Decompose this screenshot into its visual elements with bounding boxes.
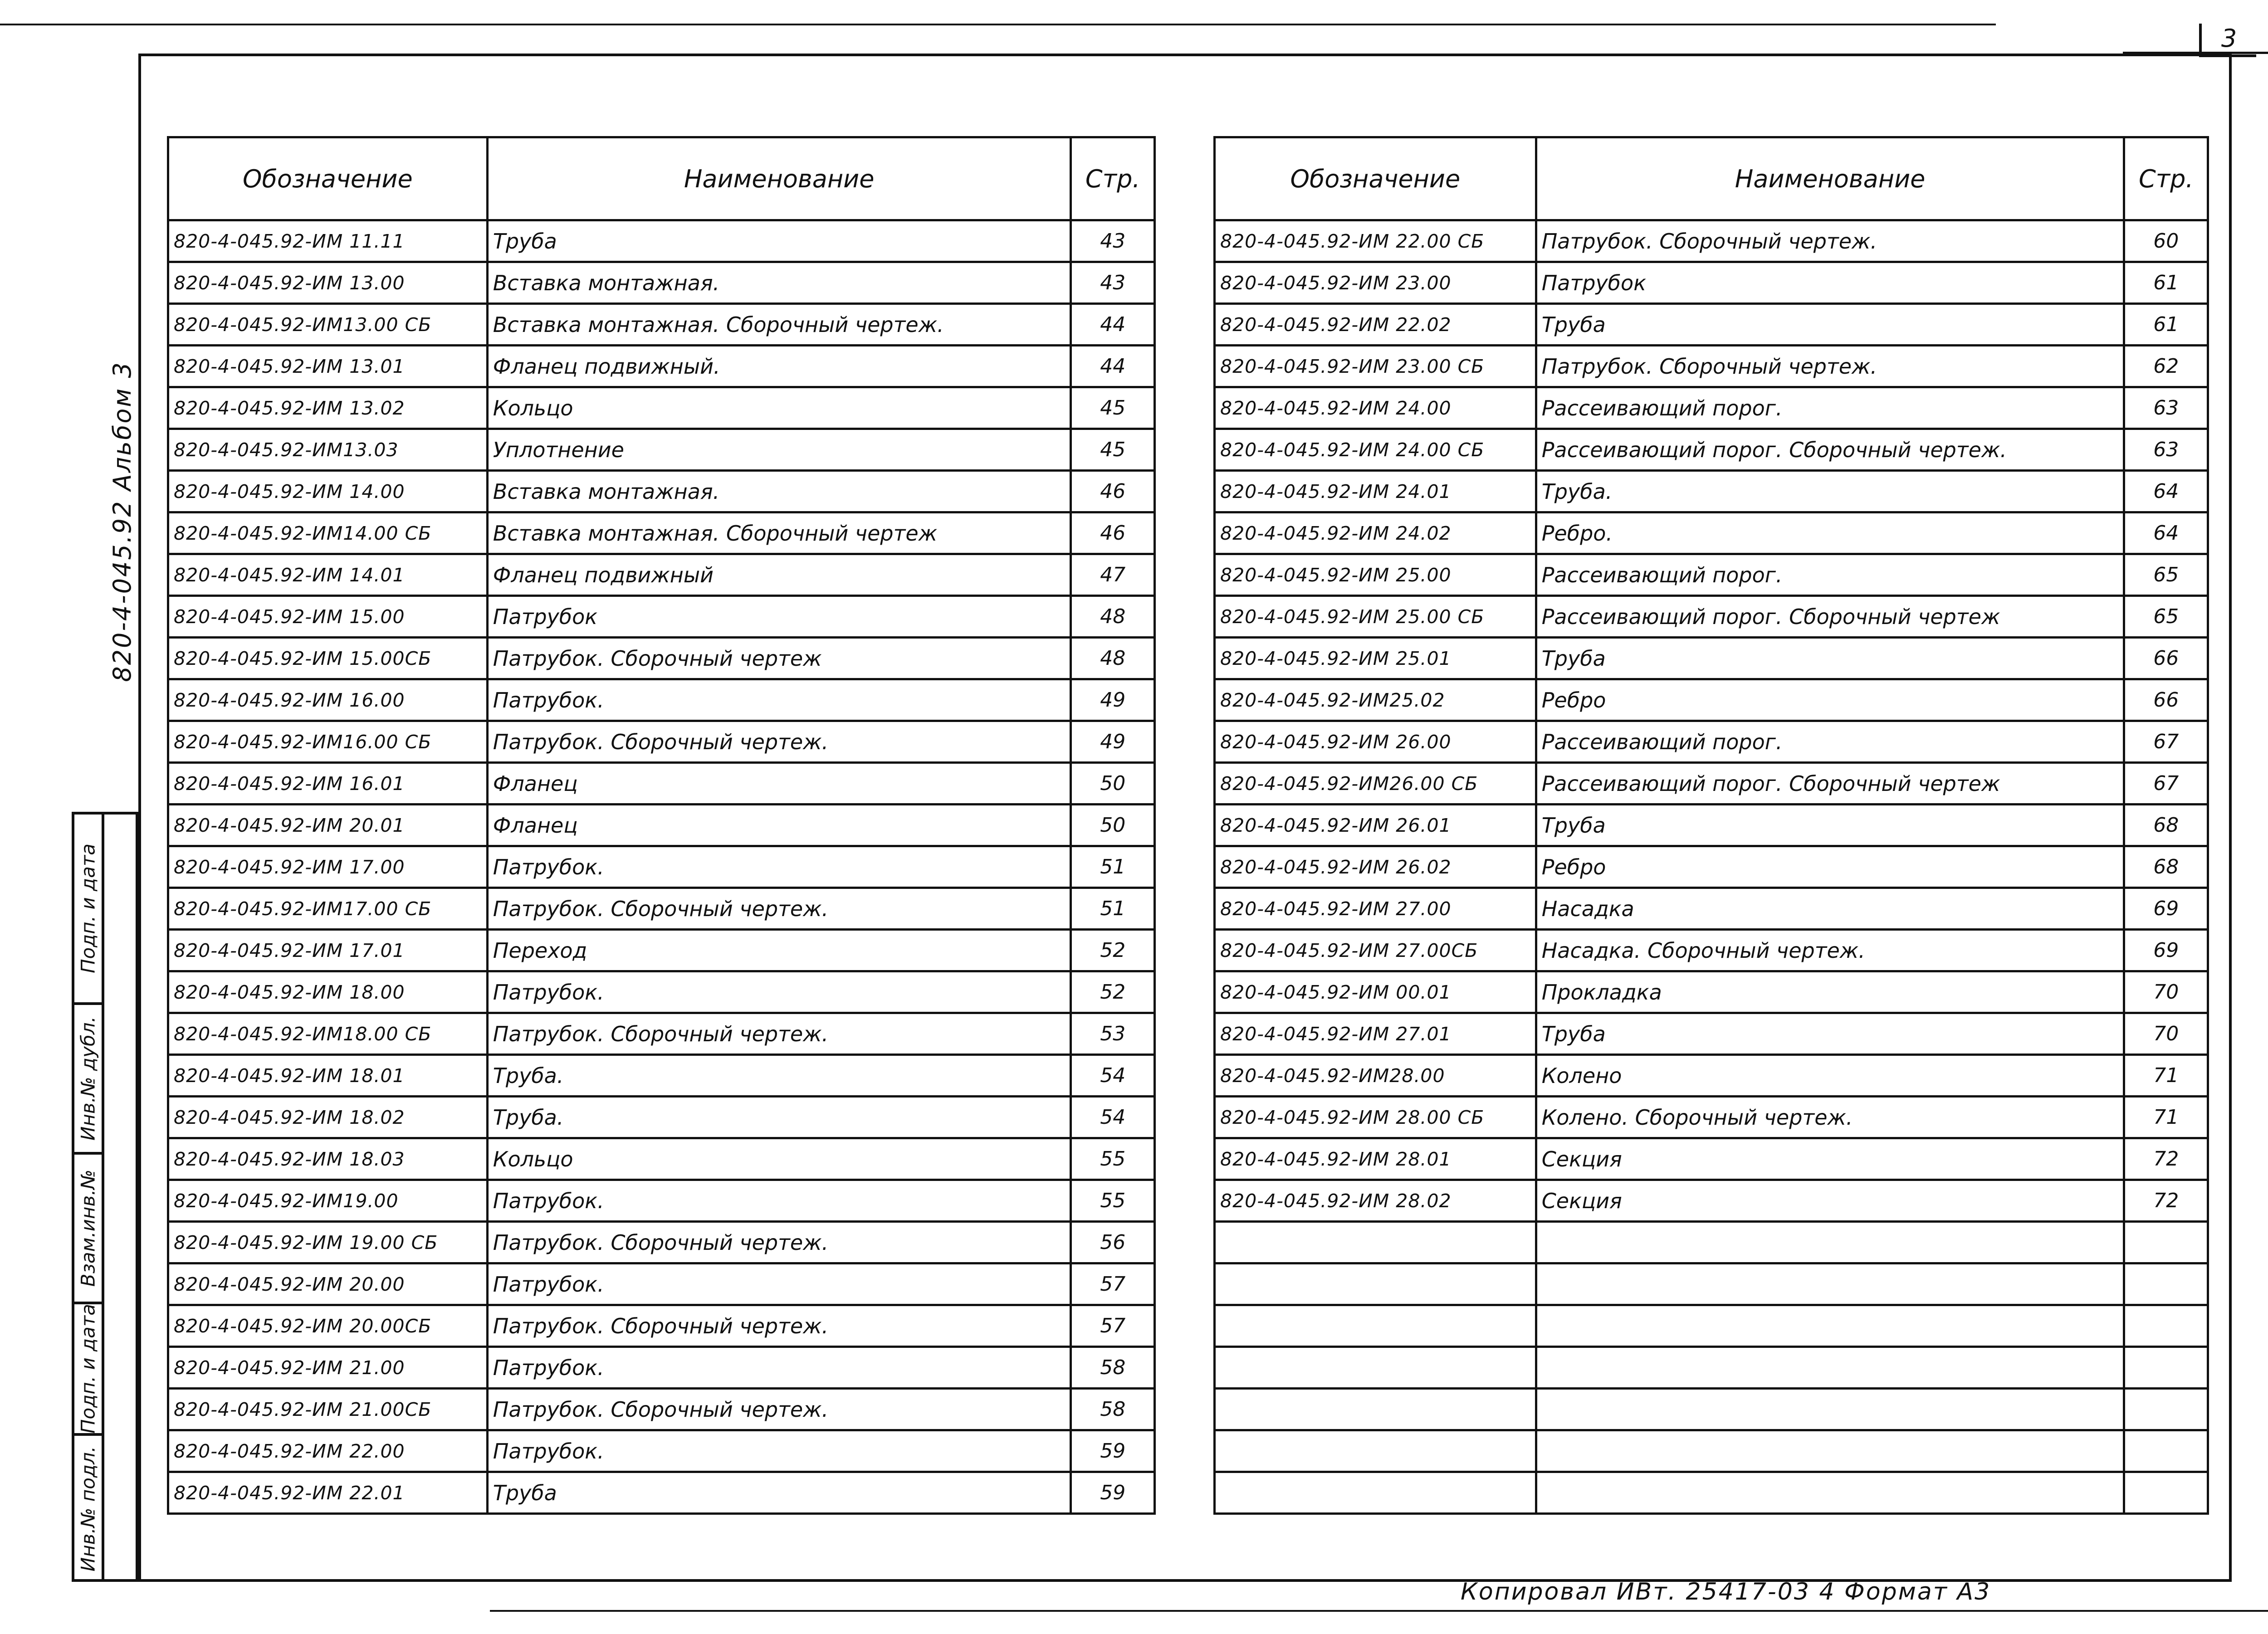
row-page: 43 [1071, 220, 1155, 262]
row-page: 45 [1071, 387, 1155, 429]
row-name: Переход [487, 930, 1071, 971]
table-row [168, 1389, 1155, 1430]
header-code: Обозначение [1215, 137, 1536, 220]
row-name [1536, 1222, 2124, 1263]
table-row [168, 638, 1155, 679]
row-name: Труба. [487, 1097, 1071, 1138]
row-name: Патрубок [1536, 262, 2124, 304]
row-page: 49 [1071, 679, 1155, 721]
row-page: 58 [1071, 1389, 1155, 1430]
row-code: 820-4-045.92-ИМ 13.00 [168, 262, 488, 304]
table-row [168, 471, 1155, 512]
row-code: 820-4-045.92-ИМ 22.01 [168, 1472, 488, 1514]
row-page: 44 [1071, 304, 1155, 346]
row-name: Вставка монтажная. Сборочный чертеж [487, 512, 1071, 554]
row-name [1536, 1263, 2124, 1305]
row-page: 46 [1071, 512, 1155, 554]
row-name: Патрубок. Сборочный чертеж. [487, 1222, 1071, 1263]
row-name: Рассеивающий порог. [1536, 554, 2124, 596]
row-name: Патрубок. [487, 1263, 1071, 1305]
row-code: 820-4-045.92-ИМ16.00 СБ [168, 721, 488, 763]
row-name: Патрубок. Сборочный чертеж. [487, 1305, 1071, 1347]
row-code: 820-4-045.92-ИМ 22.02 [1215, 304, 1536, 346]
row-name: Секция [1536, 1138, 2124, 1180]
row-page: 48 [1071, 638, 1155, 679]
row-page [2124, 1472, 2208, 1514]
header-name: Наименование [1536, 137, 2124, 220]
table-row [1215, 220, 2208, 262]
row-name [1536, 1305, 2124, 1347]
row-code: 820-4-045.92-ИМ 14.01 [168, 554, 488, 596]
row-name: Фланец [487, 805, 1071, 846]
row-code: 820-4-045.92-ИМ26.00 СБ [1215, 763, 1536, 805]
row-code: 820-4-045.92-ИМ 20.00СБ [168, 1305, 488, 1347]
row-code: 820-4-045.92-ИМ 15.00СБ [168, 638, 488, 679]
row-code: 820-4-045.92-ИМ 18.00 [168, 971, 488, 1013]
row-code: 820-4-045.92-ИМ 24.01 [1215, 471, 1536, 512]
row-code: 820-4-045.92-ИМ 25.00 СБ [1215, 596, 1536, 638]
table-row [1215, 971, 2208, 1013]
row-code: 820-4-045.92-ИМ 17.01 [168, 930, 488, 971]
row-name: Кольцо [487, 387, 1071, 429]
stamp-label: Взам.инв.№ [77, 1169, 99, 1287]
row-code: 820-4-045.92-ИМ 16.00 [168, 679, 488, 721]
table-row [168, 596, 1155, 638]
table-row [1215, 888, 2208, 930]
row-code: 820-4-045.92-ИМ 28.00 СБ [1215, 1097, 1536, 1138]
row-name: Патрубок. [487, 679, 1071, 721]
album-side-title: 820-4-045.92 Альбом 3 [108, 361, 137, 682]
row-name: Кольцо [487, 1138, 1071, 1180]
row-page: 71 [2124, 1097, 2208, 1138]
row-name: Фланец [487, 763, 1071, 805]
row-page: 56 [1071, 1222, 1155, 1263]
row-page: 57 [1071, 1263, 1155, 1305]
row-name: Фланец подвижный [487, 554, 1071, 596]
row-name: Рассеивающий порог. [1536, 721, 2124, 763]
row-code: 820-4-045.92-ИМ 21.00 [168, 1347, 488, 1389]
table-row [168, 679, 1155, 721]
row-name: Труба [1536, 638, 2124, 679]
row-page: 58 [1071, 1347, 1155, 1389]
table-row [1215, 1180, 2208, 1222]
table-row [168, 846, 1155, 888]
row-page: 64 [2124, 471, 2208, 512]
row-page: 66 [2124, 638, 2208, 679]
stamp-divider [102, 815, 104, 1579]
row-code: 820-4-045.92-ИМ17.00 СБ [168, 888, 488, 930]
row-name: Прокладка [1536, 971, 2124, 1013]
row-name: Патрубок. [487, 846, 1071, 888]
row-page: 64 [2124, 512, 2208, 554]
table-row [1215, 1305, 2208, 1347]
row-code: 820-4-045.92-ИМ18.00 СБ [168, 1013, 488, 1055]
row-name [1536, 1389, 2124, 1430]
row-code: 820-4-045.92-ИМ 17.00 [168, 846, 488, 888]
table-row [1215, 763, 2208, 805]
row-name: Патрубок. [487, 1180, 1071, 1222]
table-row [168, 220, 1155, 262]
row-page: 46 [1071, 471, 1155, 512]
row-page: 51 [1071, 888, 1155, 930]
table-row [1215, 679, 2208, 721]
binding-stamp [72, 812, 138, 1582]
table-row [1215, 471, 2208, 512]
row-page [2124, 1305, 2208, 1347]
row-page: 67 [2124, 763, 2208, 805]
row-code: 820-4-045.92-ИМ 27.00 [1215, 888, 1536, 930]
row-name: Вставка монтажная. Сборочный чертеж. [487, 304, 1071, 346]
row-page: 63 [2124, 387, 2208, 429]
row-name: Вставка монтажная. [487, 262, 1071, 304]
table-row [168, 1013, 1155, 1055]
stamp-cell [74, 1436, 102, 1582]
row-page [2124, 1263, 2208, 1305]
stamp-cell [74, 1304, 102, 1436]
row-code: 820-4-045.92-ИМ 25.01 [1215, 638, 1536, 679]
row-name: Патрубок. Сборочный чертеж. [487, 1389, 1071, 1430]
row-code: 820-4-045.92-ИМ 28.01 [1215, 1138, 1536, 1180]
row-name: Фланец подвижный. [487, 346, 1071, 387]
table-row [168, 721, 1155, 763]
row-name: Труба [1536, 805, 2124, 846]
page-number: 3 [2199, 24, 2256, 57]
table-row [168, 888, 1155, 930]
row-name: Уплотнение [487, 429, 1071, 471]
row-name: Патрубок. Сборочный чертеж. [487, 1013, 1071, 1055]
row-name: Патрубок [487, 596, 1071, 638]
row-code: 820-4-045.92-ИМ 26.01 [1215, 805, 1536, 846]
stamp-label: Инв.№ дубл. [77, 1016, 99, 1141]
table-row [1215, 1389, 2208, 1430]
table-row [168, 1347, 1155, 1389]
table-row [1215, 930, 2208, 971]
row-page: 60 [2124, 220, 2208, 262]
row-page: 49 [1071, 721, 1155, 763]
row-page: 54 [1071, 1055, 1155, 1097]
table-row [168, 387, 1155, 429]
row-name: Рассеивающий порог. [1536, 387, 2124, 429]
table-row [168, 1305, 1155, 1347]
row-code: 820-4-045.92-ИМ 18.03 [168, 1138, 488, 1180]
row-name: Труба [487, 1472, 1071, 1514]
row-name: Рассеивающий порог. Сборочный чертеж. [1536, 429, 2124, 471]
table-row [1215, 1263, 2208, 1305]
row-code: 820-4-045.92-ИМ 16.01 [168, 763, 488, 805]
row-name: Труба. [487, 1055, 1071, 1097]
row-code: 820-4-045.92-ИМ 26.02 [1215, 846, 1536, 888]
row-code [1215, 1222, 1536, 1263]
row-name: Труба [1536, 1013, 2124, 1055]
table-row [168, 1263, 1155, 1305]
row-page: 69 [2124, 930, 2208, 971]
row-name: Рассеивающий порог. Сборочный чертеж [1536, 596, 2124, 638]
row-name: Патрубок. [487, 1347, 1071, 1389]
header-code: Обозначение [168, 137, 488, 220]
table-row [168, 429, 1155, 471]
table-row [168, 1180, 1155, 1222]
row-code: 820-4-045.92-ИМ 11.11 [168, 220, 488, 262]
row-code: 820-4-045.92-ИМ13.03 [168, 429, 488, 471]
table-row [168, 930, 1155, 971]
table-header-row [168, 137, 1155, 220]
row-name: Труба [487, 220, 1071, 262]
top-edge-line [0, 24, 1996, 25]
row-page [2124, 1430, 2208, 1472]
row-code: 820-4-045.92-ИМ 27.01 [1215, 1013, 1536, 1055]
header-name: Наименование [487, 137, 1071, 220]
row-page [2124, 1222, 2208, 1263]
table-row [168, 262, 1155, 304]
row-page: 68 [2124, 846, 2208, 888]
row-page [2124, 1347, 2208, 1389]
right-table-body [1215, 220, 2208, 1514]
row-page: 57 [1071, 1305, 1155, 1347]
row-name: Патрубок. Сборочный чертеж [487, 638, 1071, 679]
row-page: 72 [2124, 1180, 2208, 1222]
row-page: 68 [2124, 805, 2208, 846]
row-name: Патрубок. Сборочный чертеж. [487, 721, 1071, 763]
stamp-cell [74, 815, 102, 1005]
header-page: Стр. [1071, 137, 1155, 220]
row-name: Колено [1536, 1055, 2124, 1097]
row-page: 65 [2124, 596, 2208, 638]
row-name: Насадка [1536, 888, 2124, 930]
table-row [168, 971, 1155, 1013]
row-code: 820-4-045.92-ИМ 19.00 СБ [168, 1222, 488, 1263]
table-row [1215, 721, 2208, 763]
row-page: 63 [2124, 429, 2208, 471]
row-page: 47 [1071, 554, 1155, 596]
row-code [1215, 1347, 1536, 1389]
row-page: 66 [2124, 679, 2208, 721]
table-row [1215, 512, 2208, 554]
left-table-body [168, 220, 1155, 1514]
table-row [1215, 1347, 2208, 1389]
table-row [1215, 346, 2208, 387]
row-code: 820-4-045.92-ИМ 21.00СБ [168, 1389, 488, 1430]
table-row [1215, 304, 2208, 346]
row-page: 70 [2124, 971, 2208, 1013]
row-page: 67 [2124, 721, 2208, 763]
table-row [1215, 1430, 2208, 1472]
row-code: 820-4-045.92-ИМ 23.00 СБ [1215, 346, 1536, 387]
table-row [168, 512, 1155, 554]
row-name: Патрубок. Сборочный чертеж. [1536, 220, 2124, 262]
table-row [168, 304, 1155, 346]
contents-table-left [167, 136, 1156, 1515]
row-code [1215, 1472, 1536, 1514]
row-page: 53 [1071, 1013, 1155, 1055]
row-page: 52 [1071, 971, 1155, 1013]
table-row [1215, 429, 2208, 471]
table-row [1215, 1055, 2208, 1097]
row-name: Секция [1536, 1180, 2124, 1222]
row-code: 820-4-045.92-ИМ 13.01 [168, 346, 488, 387]
row-code: 820-4-045.92-ИМ 22.00 [168, 1430, 488, 1472]
row-page: 59 [1071, 1430, 1155, 1472]
row-code: 820-4-045.92-ИМ 14.00 [168, 471, 488, 512]
stamp-cell [74, 1155, 102, 1304]
row-code: 820-4-045.92-ИМ 22.00 СБ [1215, 220, 1536, 262]
row-code: 820-4-045.92-ИМ 18.02 [168, 1097, 488, 1138]
row-page: 61 [2124, 262, 2208, 304]
table-header-row [1215, 137, 2208, 220]
row-page: 62 [2124, 346, 2208, 387]
table-row [1215, 1097, 2208, 1138]
row-page [2124, 1389, 2208, 1430]
row-name: Труба [1536, 304, 2124, 346]
table-row [168, 1430, 1155, 1472]
table-row [168, 1138, 1155, 1180]
table-row [1215, 638, 2208, 679]
row-name: Труба. [1536, 471, 2124, 512]
row-name: Ребро [1536, 846, 2124, 888]
row-page: 45 [1071, 429, 1155, 471]
table-row [1215, 262, 2208, 304]
row-name: Рассеивающий порог. Сборочный чертеж [1536, 763, 2124, 805]
row-code: 820-4-045.92-ИМ 25.00 [1215, 554, 1536, 596]
row-code: 820-4-045.92-ИМ 26.00 [1215, 721, 1536, 763]
row-code: 820-4-045.92-ИМ 24.02 [1215, 512, 1536, 554]
stamp-label: Подп. и дата [77, 843, 99, 974]
table-row [1215, 805, 2208, 846]
row-code: 820-4-045.92-ИМ14.00 СБ [168, 512, 488, 554]
row-name [1536, 1472, 2124, 1514]
row-page: 54 [1071, 1097, 1155, 1138]
table-row [1215, 1138, 2208, 1180]
bottom-edge-line [490, 1610, 2268, 1612]
table-row [1215, 387, 2208, 429]
row-code: 820-4-045.92-ИМ 24.00 [1215, 387, 1536, 429]
table-row [1215, 596, 2208, 638]
row-code [1215, 1389, 1536, 1430]
table-row [1215, 1472, 2208, 1514]
row-name: Ребро [1536, 679, 2124, 721]
table-row [168, 1472, 1155, 1514]
table-row [168, 346, 1155, 387]
row-code [1215, 1263, 1536, 1305]
table-row [168, 1222, 1155, 1263]
copy-format-line: Копировал ИВт. 25417-03 4 Формат А3 [1461, 1578, 1991, 1605]
row-name: Вставка монтажная. [487, 471, 1071, 512]
row-name: Патрубок. [487, 971, 1071, 1013]
row-page: 71 [2124, 1055, 2208, 1097]
row-name: Патрубок. [487, 1430, 1071, 1472]
row-name: Насадка. Сборочный чертеж. [1536, 930, 2124, 971]
header-page: Стр. [2124, 137, 2208, 220]
table-row [1215, 554, 2208, 596]
table-row [168, 1097, 1155, 1138]
table-row [1215, 1222, 2208, 1263]
stamp-cell [74, 1005, 102, 1155]
row-page: 48 [1071, 596, 1155, 638]
row-code: 820-4-045.92-ИМ25.02 [1215, 679, 1536, 721]
row-code: 820-4-045.92-ИМ28.00 [1215, 1055, 1536, 1097]
row-code: 820-4-045.92-ИМ19.00 [168, 1180, 488, 1222]
table-row [168, 763, 1155, 805]
row-page: 43 [1071, 262, 1155, 304]
table-row [1215, 846, 2208, 888]
row-code: 820-4-045.92-ИМ 13.02 [168, 387, 488, 429]
row-code [1215, 1305, 1536, 1347]
row-page: 55 [1071, 1180, 1155, 1222]
row-code [1215, 1430, 1536, 1472]
table-row [168, 1055, 1155, 1097]
table-row [1215, 1013, 2208, 1055]
contents-table-right [1213, 136, 2209, 1515]
row-page: 72 [2124, 1138, 2208, 1180]
row-name: Ребро. [1536, 512, 2124, 554]
row-code: 820-4-045.92-ИМ 20.00 [168, 1263, 488, 1305]
row-code: 820-4-045.92-ИМ 24.00 СБ [1215, 429, 1536, 471]
table-row [168, 805, 1155, 846]
row-code: 820-4-045.92-ИМ 18.01 [168, 1055, 488, 1097]
row-name [1536, 1347, 2124, 1389]
row-page: 44 [1071, 346, 1155, 387]
row-page: 50 [1071, 805, 1155, 846]
row-code: 820-4-045.92-ИМ 20.01 [168, 805, 488, 846]
row-name: Колено. Сборочный чертеж. [1536, 1097, 2124, 1138]
row-name: Патрубок. Сборочный чертеж. [1536, 346, 2124, 387]
row-code: 820-4-045.92-ИМ 23.00 [1215, 262, 1536, 304]
row-code: 820-4-045.92-ИМ 28.02 [1215, 1180, 1536, 1222]
row-page: 61 [2124, 304, 2208, 346]
row-page: 70 [2124, 1013, 2208, 1055]
row-name [1536, 1430, 2124, 1472]
row-page: 55 [1071, 1138, 1155, 1180]
row-name: Патрубок. Сборочный чертеж. [487, 888, 1071, 930]
row-page: 51 [1071, 846, 1155, 888]
row-code: 820-4-045.92-ИМ 15.00 [168, 596, 488, 638]
row-page: 52 [1071, 930, 1155, 971]
row-page: 65 [2124, 554, 2208, 596]
table-row [168, 554, 1155, 596]
row-code: 820-4-045.92-ИМ 27.00СБ [1215, 930, 1536, 971]
row-code: 820-4-045.92-ИМ13.00 СБ [168, 304, 488, 346]
row-code: 820-4-045.92-ИМ 00.01 [1215, 971, 1536, 1013]
row-page: 59 [1071, 1472, 1155, 1514]
row-page: 50 [1071, 763, 1155, 805]
stamp-label: Подп. и дата [77, 1303, 99, 1434]
row-page: 69 [2124, 888, 2208, 930]
stamp-label: Инв.№ подл. [77, 1446, 99, 1572]
